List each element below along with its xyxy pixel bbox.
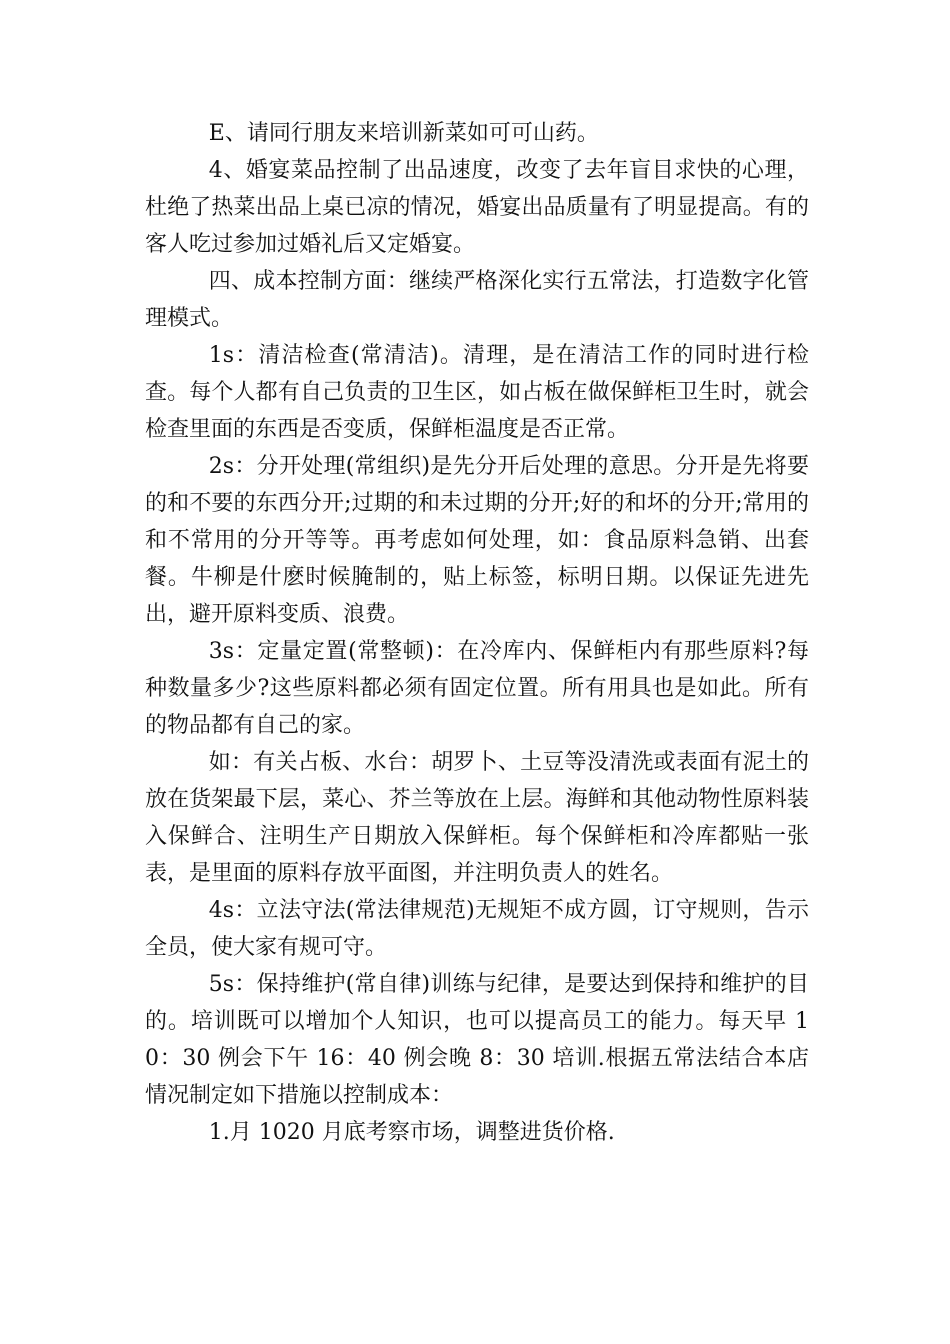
document-body bbox=[145, 115, 809, 1151]
paragraph-cost-control-heading: 四、成本控制方面：继续严格深化实行五常法，打造数字化管理模式。 bbox=[145, 269, 809, 331]
paragraph-1s-clean-check: 1s：清洁检查(常清洁)。清理，是在清洁工作的同时进行检查。每个人都有自己负责的卫生区，如占板在做保鲜柜卫生时，就会检查里面的东西是否变质，保鲜柜温度是否正常。 bbox=[145, 343, 809, 442]
paragraph-5s-self-discipline: 5s：保持维护(常自律)训练与纪律，是要达到保持和维护的目的。培训既可以增加个人知识，也可以提高员工的能力。每天早 10：30 例会下午 16：40 例会晚 8：30 培训.根据五常法结合本店情况制定如下措施以控制成本： bbox=[145, 972, 809, 1108]
paragraph-market-review: 1.月 1020 月底考察市场，调整进货价格. bbox=[208, 1120, 615, 1145]
paragraph-4s-rules: 4s：立法守法(常法律规范)无规矩不成方圆，订守规则，告示全员，使大家有规可守。 bbox=[145, 898, 809, 960]
paragraph-3s-fixed-quantity-position: 3s：定量定置(常整顿)：在冷库内、保鲜柜内有那些原料?每种数量多少?这些原料都必须有固定位置。所有用具也是如此。所有的物品都有自己的家。 bbox=[145, 639, 809, 738]
paragraph-guest-chef-training: E、请同行朋友来培训新菜如可可山药。 bbox=[208, 121, 599, 146]
paragraph-example-storage: 如：有关占板、水台：胡罗卜、土豆等没清洗或表面有泥土的放在货架最下层，菜心、芥兰等放在上层。海鲜和其他动物性原料装入保鲜合、注明生产日期放入保鲜柜。每个保鲜柜和冷库都贴一张表，是里面的原料存放平面图，并注明负责人的姓名。 bbox=[145, 750, 809, 886]
paragraph-wedding-banquet-speed: 4、婚宴菜品控制了出品速度，改变了去年盲目求快的心理，杜绝了热菜出品上桌已凉的情况，婚宴出品质量有了明显提高。有的客人吃过参加过婚礼后又定婚宴。 bbox=[145, 158, 809, 257]
paragraph-2s-separate-handle: 2s：分开处理(常组织)是先分开后处理的意思。分开是先将要的和不要的东西分开;过期的和未过期的分开;好的和坏的分开;常用的和不常用的分开等等。再考虑如何处理，如：食品原料急销、出套餐。牛柳是什麽时候腌制的，贴上标签，标明日期。以保证先进先出，避开原料变质、浪费。 bbox=[145, 454, 809, 627]
